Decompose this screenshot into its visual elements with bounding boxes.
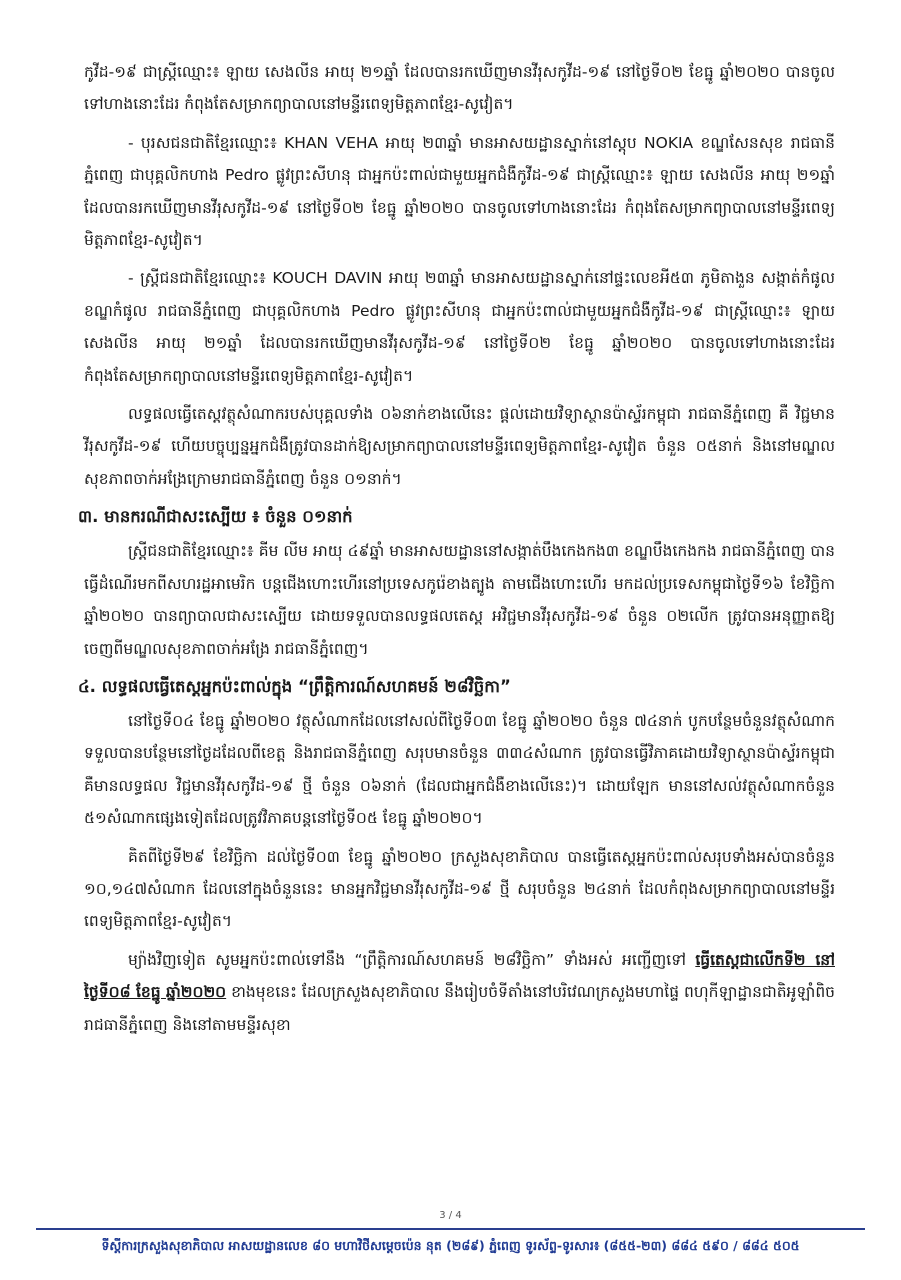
paragraph-test-results-summary: លទ្ធផលធ្វើតេស្តវត្ថុសំណាករបស់បុគ្គលទាំង ០៦នាក់ខាងលើនេះ ផ្ដល់ដោយវិទ្យាស្ថានប៉ាស្ទ័រកម្ពុជា រាជធានីភ្នំពេញ គឺ វិជ្ជមានវីរុសកូវីដ-១៩ ហើយបច្ចុប្បន្នអ្នកជំងឺត្រូវបានដាក់ឱ្យសម្រាកព្យាបាលនៅមន្ទីរពេទ្យមិត្តភាពខ្មែរ-សូវៀត ចំនួន ០៥នាក់ និងនៅមណ្ឌលសុខភាពចាក់អង្រែក្រោមរាជធានីភ្នំពេញ ចំនួន ០១នាក់។ (84, 405, 835, 488)
invitation-text-after: ខាងមុខនេះ ដែលក្រសួងសុខាភិបាល នឹងរៀបចំទីតាំងនៅបរិវេណក្រសួងមហាផ្ទៃ ពហុកីឡាដ្ឋានជាតិអូឡាំពិច រាជធានីភ្នំពេញ និងនៅតាមមន្ទីរសុខា (84, 983, 835, 1034)
paragraph-second-test-invitation (84, 944, 835, 1041)
paragraph-total-tests: គិតពីថ្ងៃទី២៩ ខែវិច្ឆិកា ដល់ថ្ងៃទី០៣ ខែធ្នូ ឆ្នាំ២០២០ ក្រសួងសុខាភិបាល បានធ្វើតេស្តអ្នកប៉ះពាល់សរុបទាំងអស់បានចំនួន ១០,១៤៧សំណាក ដែលនៅក្នុងចំនួននេះ មានអ្នកវិជ្ជមានវីរុសកូវីដ-១៩ ថ្មី សរុបចំនួន ២៤នាក់ ដែលកំពុងសម្រាកព្យាបាលនៅមន្ទីរពេទ្យមិត្តភាពខ្មែរ-សូវៀត។ (84, 847, 835, 931)
paragraph-sample-results: នៅថ្ងៃទី០៤ ខែធ្នូ ឆ្នាំ២០២០ វត្ថុសំណាកដែលនៅសល់ពីថ្ងៃទី០៣ ខែធ្នូ ឆ្នាំ២០២០ ចំនួន ៧៤នាក់ បូកបន្ថែមចំនួនវត្ថុសំណាកទទួលបានបន្ថែមនៅថ្ងៃដដែលពីខេត្ត និងរាជធានីភ្នំពេញ សរុបមានចំនួន ៣៣៤សំណាក ត្រូវបានធ្វើវិភាគដោយវិទ្យាស្ថានប៉ាស្ទ័រកម្ពុជា គឺមានលទ្ធផល វិជ្ជមានវីរុសកូវីដ-១៩ ថ្មី ចំនួន ០៦នាក់ (ដែលជាអ្នកជំងឺខាងលើនេះ)។ ដោយឡែក មាននៅសល់វត្ថុសំណាកចំនួន ៥១សំណាកផ្សេងទៀតដែលត្រូវវិភាគបន្តនៅថ្ងៃទី០៥ ខែធ្នូ ឆ្នាំ២០២០។ (84, 711, 835, 828)
section-heading-3: ៣. មានករណីជាសះស្បើយ ៖ ចំនួន ០១នាក់ (78, 507, 353, 527)
footer-address: ទីស្តីការក្រសួងសុខាភិបាល អាសយដ្ឋានលេខ ៨០ មហាវិថីសម្ដេចប៉េន នុត (២៨៩) ភ្នំពេញ ទូរស័ព្ទ-ទូរសារ៖ (៨៥៥-២៣) ៨៨៤ ៥៩០ / ៨៨៤ ៥០៥ (101, 1238, 800, 1253)
second-test-date-emphasis: ធ្វើតេស្តជាលើកទី២ នៅថ្ងៃទី០៨ ខែធ្នូ ឆ្នាំ២០២០ (84, 950, 835, 1002)
footer-divider (36, 1228, 865, 1230)
invitation-text-before: ម្យ៉ាងវិញទៀត សូមអ្នកប៉ះពាល់ទៅនឹង “ព្រឹត្តិការណ៍សហគមន៍ ២៨វិច្ឆិកា” ទាំងអស់ អញ្ជើញទៅ (128, 950, 696, 969)
paragraph-recovered-case: ស្ត្រីជនជាតិខ្មែរឈ្មោះ៖ គីម លីម អាយុ ៤៩ឆ្នាំ មានអាសយដ្ឋាននៅសង្កាត់បឹងកេងកង៣ ខណ្ឌបឹងកេងកង រាជធានីភ្នំពេញ បានធ្វើដំណើរមកពីសហរដ្ឋអាមេរិក បន្តជើងហោះហើរនៅប្រទេសកូរ៉េខាងត្បូង តាមជើងហោះហើរ មកដល់ប្រទេសកម្ពុជាថ្ងៃទី១៦ ខែវិច្ឆិកា ឆ្នាំ២០២០ បានព្យាបាលជាសះស្បើយ ដោយទទួលបានលទ្ធផលតេស្ត អវិជ្ជមានវីរុសកូវីដ-១៩ ចំនួន ០២លើក ត្រូវបានអនុញ្ញាតឱ្យចេញពីមណ្ឌលសុខភាពចាក់អង្រែ រាជធានីភ្នំពេញ។ (84, 542, 835, 658)
page-footer (36, 1210, 865, 1270)
paragraph-continuation: កូវីដ-១៩ ជាស្ត្រីឈ្មោះ៖ ឡាយ សេងលីន អាយុ ២១ឆ្នាំ ដែលបានរកឃើញមានវីរុសកូវីដ-១៩ នៅថ្ងៃទី០២ ខែធ្នូ ឆ្នាំ២០២០ បានចូលទៅហាងនោះដែរ កំពុងតែសម្រាកព្យាបាលនៅមន្ទីរពេទ្យមិត្តភាពខ្មែរ-សូវៀត។ (84, 63, 835, 114)
paragraph-khan-veha: - បុរសជនជាតិខ្មែរឈ្មោះ៖ KHAN VEHA អាយុ ២៣ឆ្នាំ មានអាសយដ្ឋានស្នាក់នៅស្តុប NOKIA ខណ្ឌសែនសុខ រាជធានីភ្នំពេញ ជាបុគ្គលិកហាង Pedro ផ្លូវព្រះសីហនុ ជាអ្នកប៉ះពាល់ជាមួយអ្នកជំងឺកូវីដ-១៩ ជាស្ត្រីឈ្មោះ៖ ឡាយ សេងលីន អាយុ ២១ឆ្នាំ ដែលបានរកឃើញមានវីរុសកូវីដ-១៩ នៅថ្ងៃទី០២ ខែធ្នូ ឆ្នាំ២០២០ បានចូលទៅហាងនោះដែរ កំពុងតែសម្រាកព្យាបាលនៅមន្ទីរពេទ្យមិត្តភាពខ្មែរ-សូវៀត។ (84, 133, 835, 250)
paragraph-kouch-davin: - ស្ត្រីជនជាតិខ្មែរឈ្មោះ៖ KOUCH DAVIN អាយុ ២៣ឆ្នាំ មានអាសយដ្ឋានស្នាក់នៅផ្ទះលេខអី៥៣ ភូមិតាងួន សង្កាត់កំផូល ខណ្ឌកំផូល រាជធានីភ្នំពេញ ជាបុគ្គលិកហាង Pedro ផ្លូវព្រះសីហនុ ជាអ្នកប៉ះពាល់ជាមួយអ្នកជំងឺកូវីដ-១៩ ជាស្ត្រីឈ្មោះ៖ ឡាយ សេងលីន អាយុ ២១ឆ្នាំ ដែលបានរកឃើញមានវីរុសកូវីដ-១៩ នៅថ្ងៃទី០២ ខែធ្នូ ឆ្នាំ២០២០ បានចូលទៅហាងនោះដែរ កំពុងតែសម្រាកព្យាបាលនៅមន្ទីរពេទ្យមិត្តភាពខ្មែរ-សូវៀត។ (84, 269, 835, 385)
section-heading-4: ៤. លទ្ធផលធ្វើតេស្តអ្នកប៉ះពាល់ក្នុង “ព្រឹត្តិការណ៍សហគមន៍ ២៨វិច្ឆិកា” (78, 676, 511, 696)
page-number: 3 / 4 (439, 1210, 462, 1221)
